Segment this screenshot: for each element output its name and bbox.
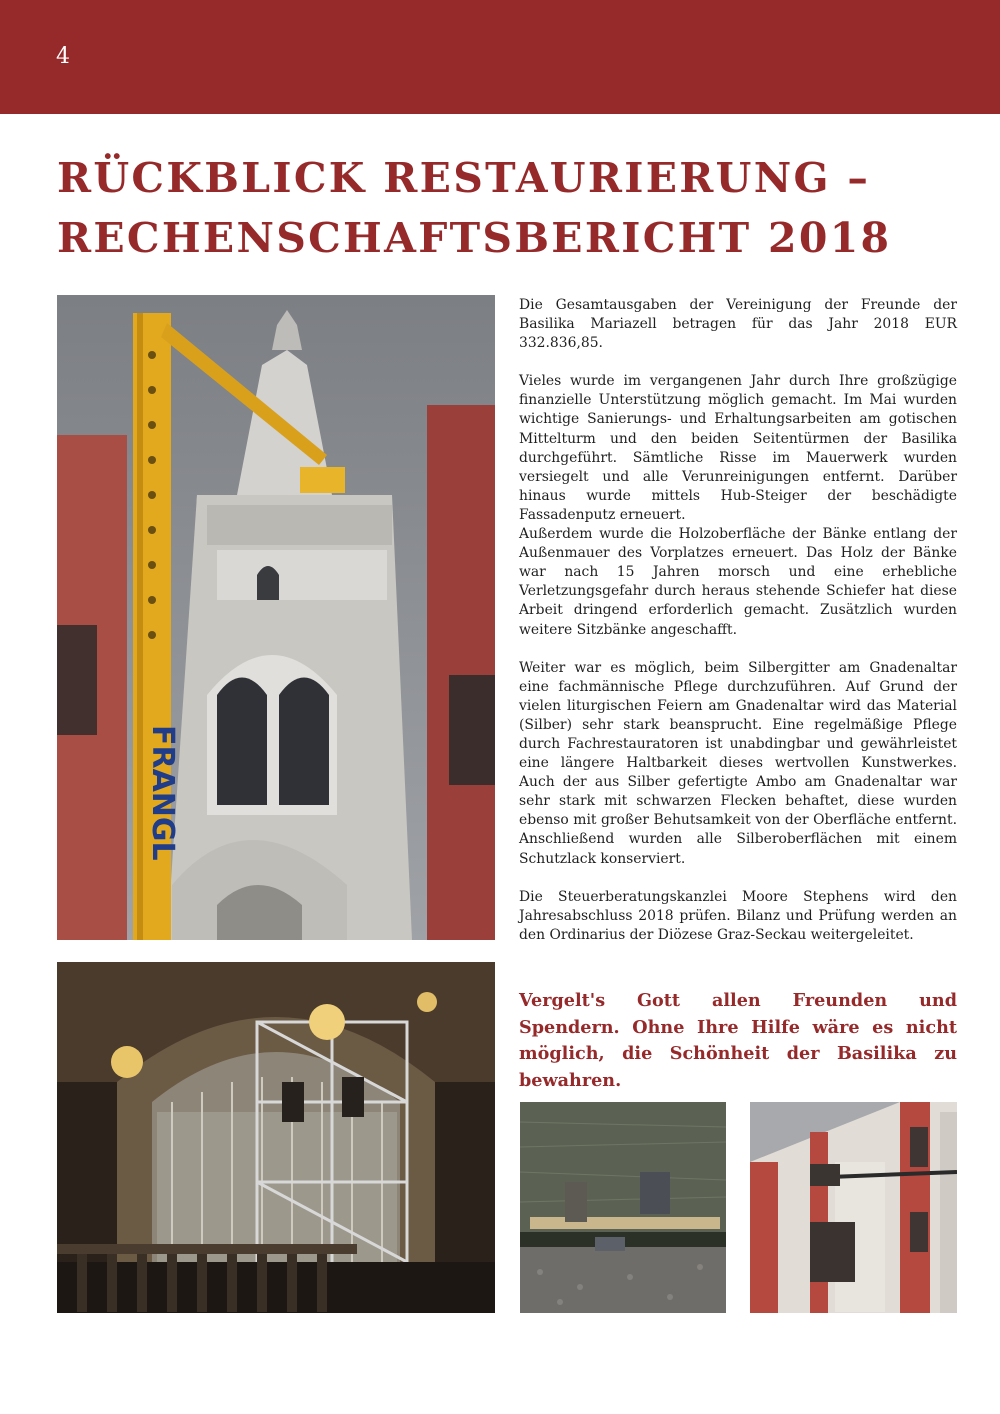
- page-title: [57, 148, 977, 268]
- body-text: [519, 296, 957, 964]
- title-line-1: RÜCKBLICK RESTAURIERUNG –: [57, 154, 871, 202]
- body-paragraph-benches: Außerdem wurde die Holzoberfläche der Bänke entlang der Außenmauer des Vorplatzes erneuert. Das Holz der Bänke war nach 15 Jahren morsch und eine erhebliche Verletzungsgefahr durch heraus stehende Schiefer hat diese Arbeit dringend erforderlich gemacht. Zusätzlich wurden weitere Sitzbänke angeschafft.: [519, 526, 957, 638]
- body-paragraph-towers: Vieles wurde im vergangenen Jahr durch Ihre großzügige finanzielle Unterstützung möglich gemacht. Im Mai wurden wichtige Sanierungs- und Erhaltungsarbeiten am gotischen Mittelturm und den beiden Seitentürmen der Basilika durchgeführt. Sämtliche Risse im Mauerwerk wurden versiegelt und alle Verunreinigungen entfernt. Darüber hinaus wurde mittels Hub-Steiger der beschädigte Fassadenputz erneuert.: [519, 373, 957, 523]
- page-number: 4: [56, 44, 70, 69]
- facade-lift-photo: [750, 1102, 957, 1313]
- closing-thanks: Vergelt's Gott allen Freunden und Spendern. Ohne Ihre Hilfe wäre es nicht möglich, die Schönheit der Basilika zu bewahren.: [519, 990, 957, 1091]
- header-band: [0, 0, 1000, 114]
- body-paragraph-expenses: Die Gesamtausgaben der Vereinigung der Freunde der Basilika Mariazell betragen für das Jahr 2018 EUR 332.836,85.: [519, 297, 957, 352]
- title-line-2: RECHENSCHAFTSBERICHT 2018: [57, 214, 892, 262]
- body-paragraph-silver-grille: Weiter war es möglich, beim Silbergitter am Gnadenaltar eine fachmännische Pflege durchzuführen. Auf Grund der vielen liturgischen Feiern am Gnadenaltar wird das Material (Silber) sehr stark beansprucht. Eine regelmäßige Pflege durch Fachrestauratoren ist unabdingbar und gewährleistet eine längere Haltbarkeit dieses wertvollen Kunstwerkes. Auch der aus Silber gefertigte Ambo am Gnadenaltar war sehr stark mit schwarzen Flecken behaftet, diese wurden ebenso mit großer Behutsamkeit von der Oberfläche entfernt. Anschließend wurden alle Silberoberflächen mit einem Schutzlack konserviert.: [519, 659, 957, 867]
- tower-crane-photo: [57, 295, 495, 940]
- crane-brand-text: FRANGL: [145, 725, 180, 861]
- altar-scaffold-photo: [57, 962, 495, 1313]
- bench-repair-photo: [520, 1102, 726, 1313]
- body-paragraph-audit: Die Steuerberatungskanzlei Moore Stephens wird den Jahresabschluss 2018 prüfen. Bilanz und Prüfung werden an den Ordinarius der Diözese Graz-Seckau weitergeleitet.: [519, 888, 957, 943]
